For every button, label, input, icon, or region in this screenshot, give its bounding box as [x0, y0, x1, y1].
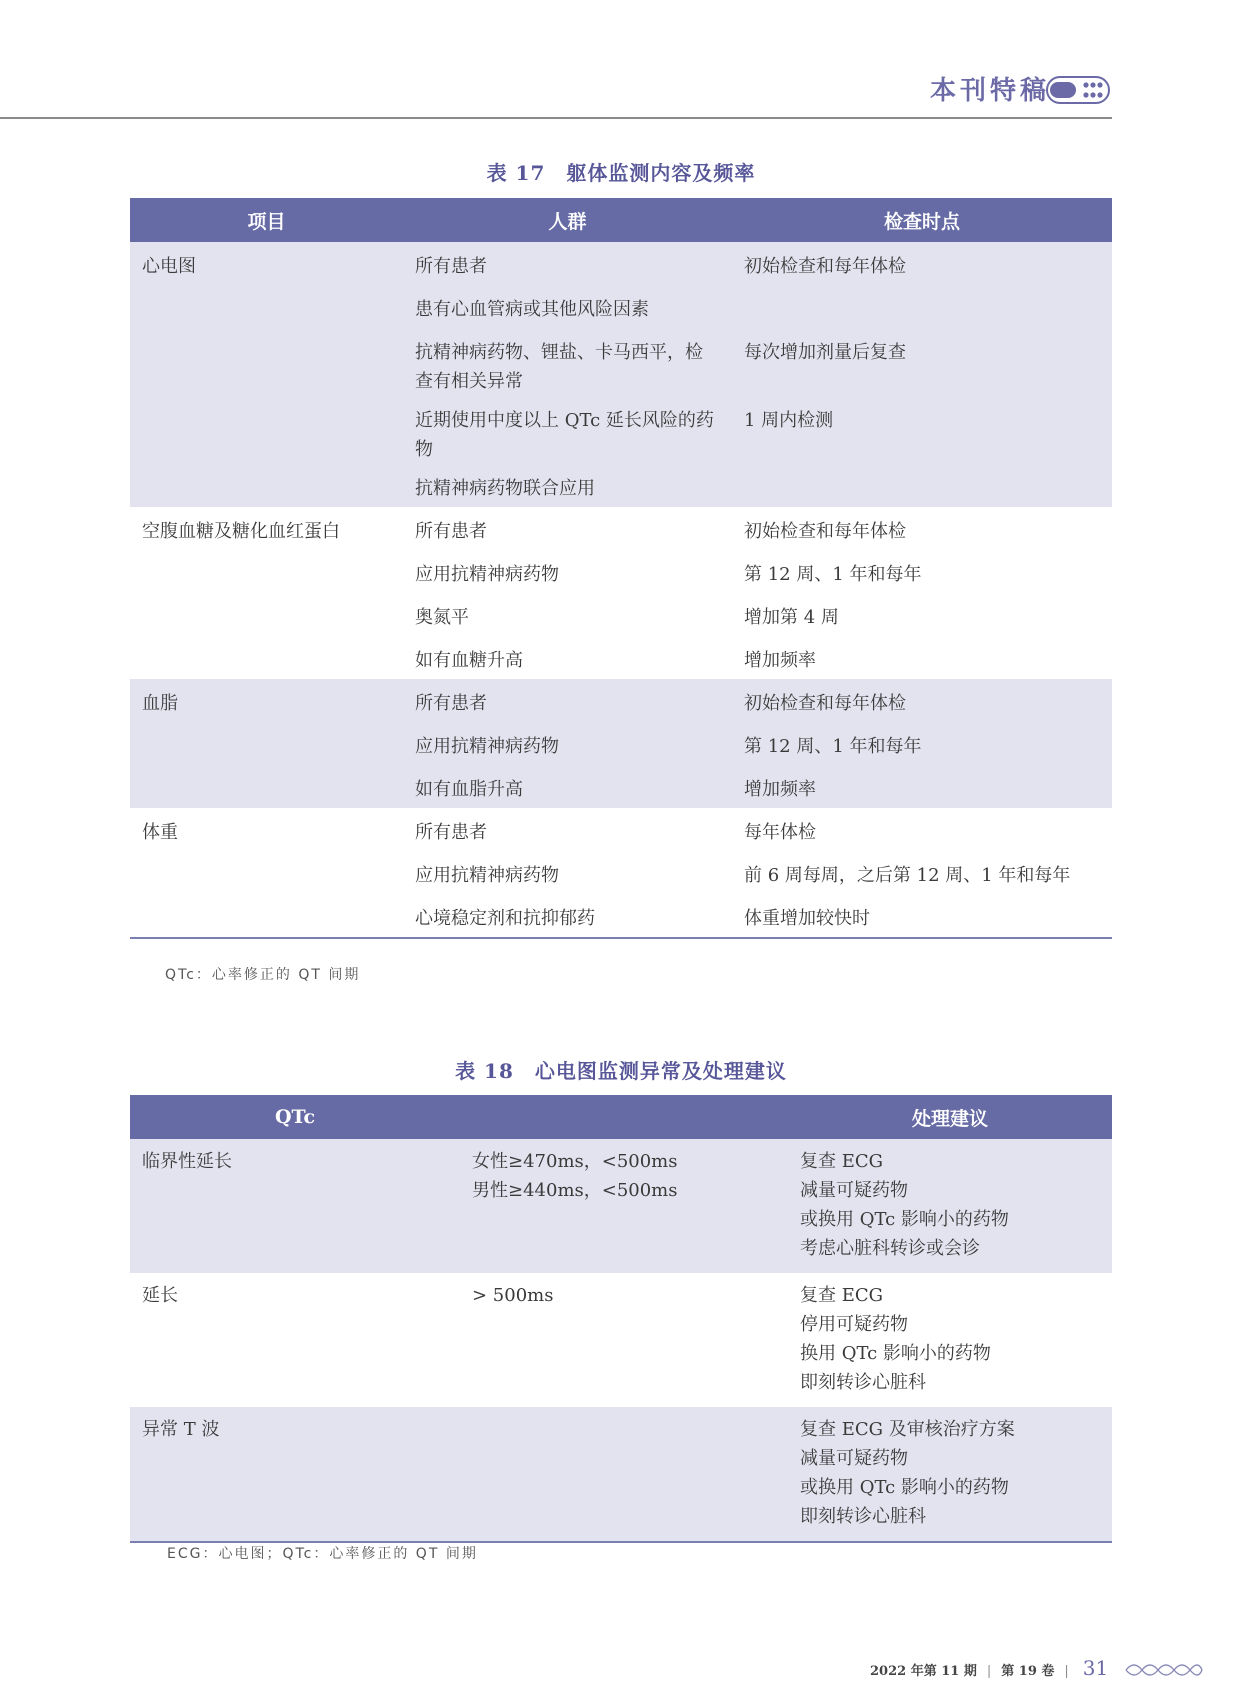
table17-cell-item: [130, 851, 403, 894]
table17-cell-timing: 初始检查和每年体检: [732, 507, 1112, 550]
table17-cell-item: [130, 328, 403, 396]
table17-cell-population: 患有心血管病或其他风险因素: [403, 285, 732, 328]
table18-header-range: [460, 1095, 788, 1139]
header-rule: [0, 117, 1112, 119]
table17-cell-item: [130, 722, 403, 765]
table17-cell-item: [130, 636, 403, 679]
table18-header-qtc: QTc: [130, 1095, 460, 1139]
table17-cell-timing: [732, 464, 1112, 507]
table-row: [130, 285, 1112, 328]
table17-cell-timing: 增加第 4 周: [732, 593, 1112, 636]
table17-cell-item: [130, 285, 403, 328]
table17-cell-population: 应用抗精神病药物: [403, 851, 732, 894]
table17-cell-timing: 体重增加较快时: [732, 894, 1112, 938]
table17-cell-timing: 前 6 周每周，之后第 12 周、1 年和每年: [732, 851, 1112, 894]
table-row: [130, 722, 1112, 765]
table17-cell-population: 心境稳定剂和抗抑郁药: [403, 894, 732, 938]
table-row: [130, 1139, 1112, 1273]
table17-cell-timing: 增加频率: [732, 636, 1112, 679]
table17-cell-population: 所有患者: [403, 242, 732, 285]
journal-logo-icon: [1046, 73, 1112, 107]
table17-cell-item: 血脂: [130, 679, 403, 722]
table-row: [130, 851, 1112, 894]
table-row: [130, 679, 1112, 722]
table17-cell-timing: 第 12 周、1 年和每年: [732, 722, 1112, 765]
table17-cell-population: 所有患者: [403, 808, 732, 851]
table17-cell-population: 近期使用中度以上 QTc 延长风险的药物: [403, 396, 732, 464]
table17-cell-timing: [732, 285, 1112, 328]
table17-cell-item: 体重: [130, 808, 403, 851]
table18-cell-qtc: 延长: [130, 1273, 460, 1407]
table17-header-item: 项目: [130, 198, 403, 242]
table17-cell-timing: 初始检查和每年体检: [732, 679, 1112, 722]
table17-cell-timing: 第 12 周、1 年和每年: [732, 550, 1112, 593]
table17-cell-timing: 初始检查和每年体检: [732, 242, 1112, 285]
table18-caption: 表 18 心电图监测异常及处理建议: [455, 1059, 787, 1083]
table17-cell-population: 抗精神病药物、锂盐、卡马西平，检查有相关异常: [403, 328, 732, 396]
table17-header-population: 人群: [403, 198, 732, 242]
table17-cell-population: 所有患者: [403, 507, 732, 550]
table17: [130, 198, 1112, 939]
table18-cell-advice: 复查 ECG 停用可疑药物 换用 QTc 影响小的药物 即刻转诊心脏科: [788, 1273, 1112, 1407]
table17-cell-item: [130, 464, 403, 507]
table18-cell-advice: 复查 ECG 减量可疑药物 或换用 QTc 影响小的药物 考虑心脏科转诊或会诊: [788, 1139, 1112, 1273]
table17-cell-timing: 1 周内检测: [732, 396, 1112, 464]
table17-cell-population: 应用抗精神病药物: [403, 550, 732, 593]
table-row: [130, 550, 1112, 593]
table-row: [130, 507, 1112, 550]
table-row: [130, 1407, 1112, 1542]
table18-header-advice: 处理建议: [788, 1095, 1112, 1139]
table17-cell-timing: 每年体检: [732, 808, 1112, 851]
table17-cell-item: [130, 396, 403, 464]
table17-cell-item: [130, 894, 403, 938]
table17-note: QTc：心率修正的 QT 间期: [165, 967, 361, 983]
table17-cell-item: [130, 593, 403, 636]
table17-cell-population: 如有血脂升高: [403, 765, 732, 808]
table17-cell-item: [130, 765, 403, 808]
table-row: [130, 242, 1112, 285]
table18-cell-advice: 复查 ECG 及审核治疗方案 减量可疑药物 或换用 QTc 影响小的药物 即刻转诊心脏科: [788, 1407, 1112, 1542]
wave-decoration-icon: [1124, 1660, 1204, 1680]
table17-cell-population: 奥氮平: [403, 593, 732, 636]
table-row: [130, 765, 1112, 808]
table17-cell-population: 应用抗精神病药物: [403, 722, 732, 765]
table17-cell-item: 空腹血糖及糖化血红蛋白: [130, 507, 403, 550]
table17-cell-item: [130, 550, 403, 593]
table-row: [130, 636, 1112, 679]
table-row: [130, 1273, 1112, 1407]
table17-header-timing: 检查时点: [732, 198, 1112, 242]
table-row: [130, 894, 1112, 938]
table-row: [130, 808, 1112, 851]
page-number: 31: [1082, 1656, 1109, 1680]
table17-cell-timing: 增加频率: [732, 765, 1112, 808]
table-row: [130, 396, 1112, 464]
table17-cell-population: 如有血糖升高: [403, 636, 732, 679]
table-row: [130, 593, 1112, 636]
table18-note: ECG：心电图；QTc：心率修正的 QT 间期: [167, 1546, 478, 1562]
page-footer: 2022 年第 11 期 | 第 19 卷 | 31: [870, 1656, 1109, 1680]
table18-cell-range: 女性≥470ms，<500ms 男性≥440ms，<500ms: [460, 1139, 788, 1273]
table18-cell-qtc: 异常 T 波: [130, 1407, 460, 1542]
section-title: 本刊特稿: [930, 76, 1051, 106]
table17-cell-population: 抗精神病药物联合应用: [403, 464, 732, 507]
table18-cell-range: > 500ms: [460, 1273, 788, 1407]
table17-cell-population: 所有患者: [403, 679, 732, 722]
table17-cell-item: 心电图: [130, 242, 403, 285]
table-row: [130, 464, 1112, 507]
table18: [130, 1095, 1112, 1543]
table17-caption: 表 17 躯体监测内容及频率: [486, 161, 756, 185]
table-row: [130, 328, 1112, 396]
table18-cell-range: [460, 1407, 788, 1542]
table17-cell-timing: 每次增加剂量后复查: [732, 328, 1112, 396]
footer-volume: 第 19 卷: [1001, 1664, 1055, 1679]
table18-cell-qtc: 临界性延长: [130, 1139, 460, 1273]
footer-issue: 2022 年第 11 期: [870, 1664, 977, 1679]
